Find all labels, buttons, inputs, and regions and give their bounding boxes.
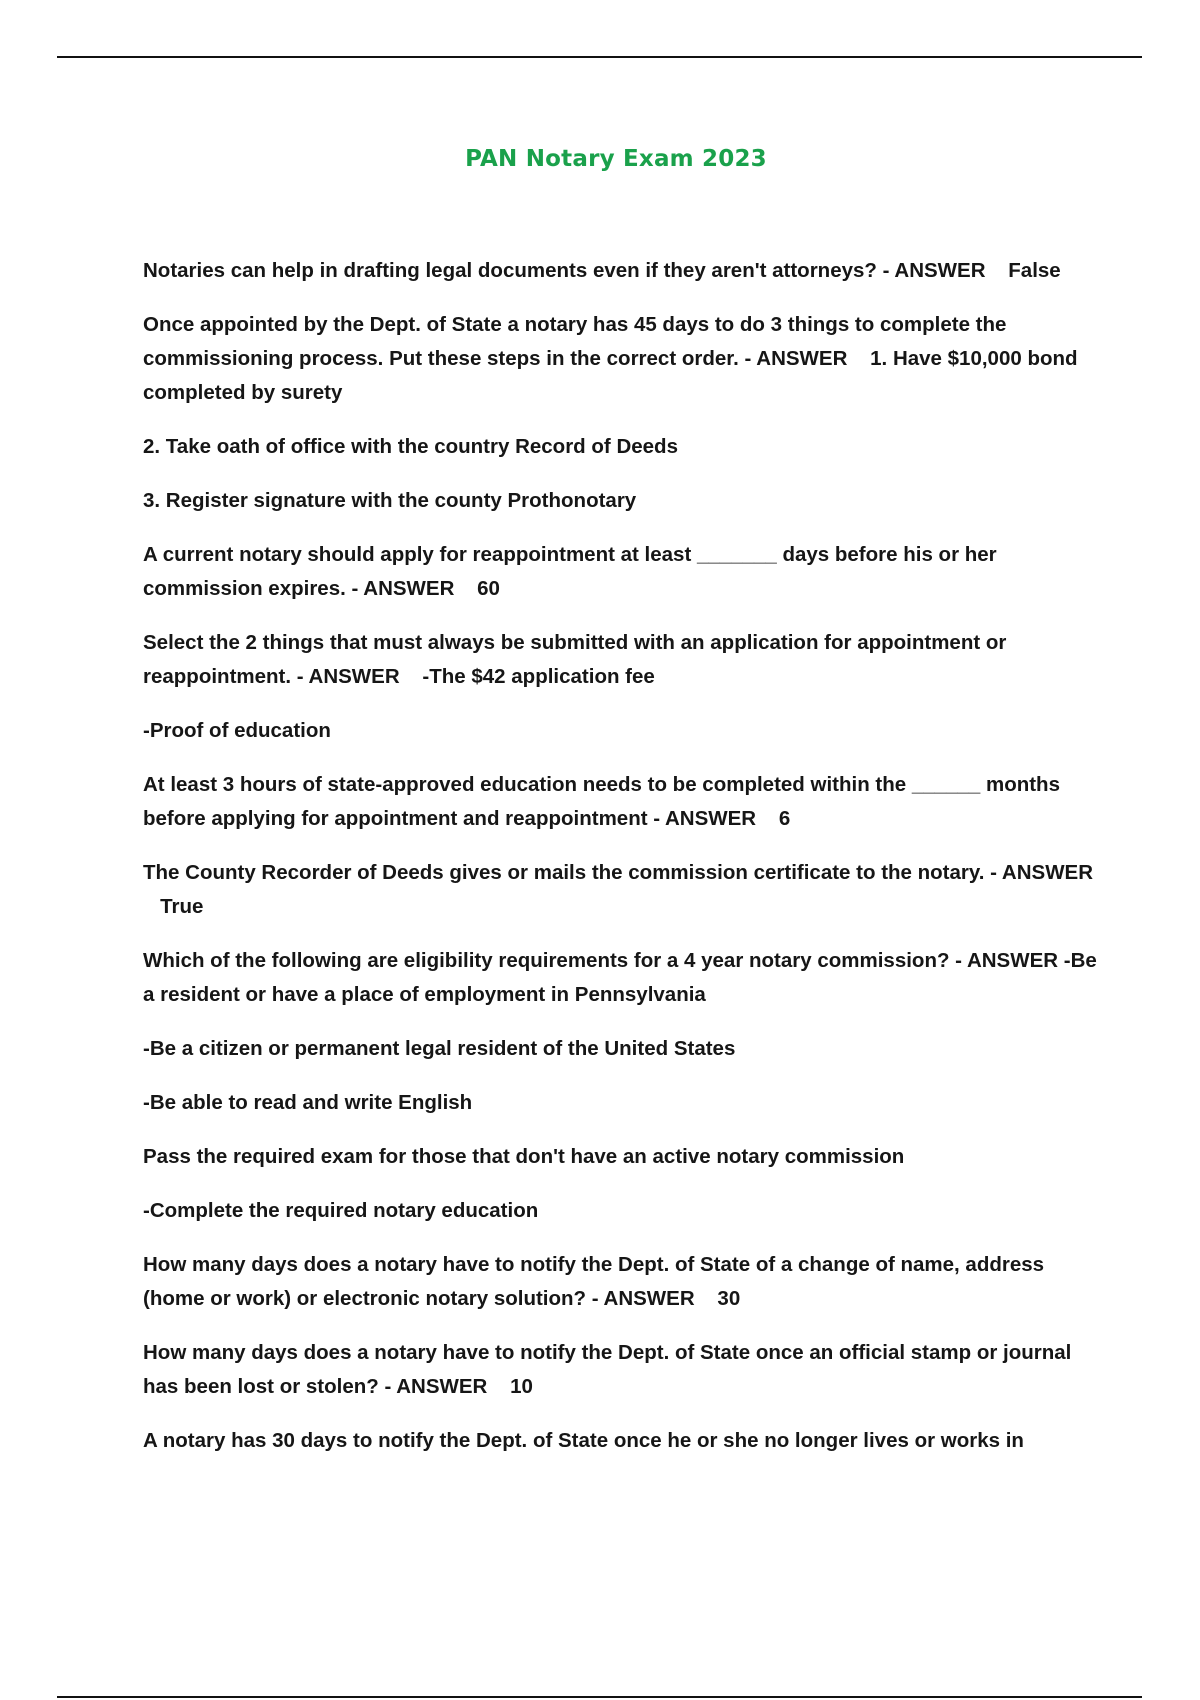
qa-paragraph: A notary has 30 days to notify the Dept. of State once he or she no longer lives or works in — [143, 1429, 1024, 1452]
qa-paragraph: Which of the following are eligibility requirements for a 4 year notary commission? - ANSWER -Be a resident or have a place of employment in Pennsylvania — [143, 949, 1097, 1006]
top-rule — [57, 56, 1142, 58]
qa-paragraph: -Complete the required notary education — [143, 1199, 539, 1222]
qa-paragraph: Select the 2 things that must always be submitted with an application for appointment or reappointment. - ANSWER -The $42 application fee — [143, 631, 1007, 688]
qa-paragraph: -Be able to read and write English — [143, 1091, 473, 1114]
qa-paragraph: A current notary should apply for reappointment at least _______ days before his or her commission expires. - ANSWER 60 — [143, 543, 997, 600]
qa-paragraph: How many days does a notary have to notify the Dept. of State of a change of name, address (home or work) or electronic notary solution? - ANSWER 30 — [143, 1253, 1045, 1310]
qa-paragraph: At least 3 hours of state-approved education needs to be completed within the ______ months before applying for appointment and reappointment - ANSWER 6 — [143, 773, 1060, 830]
qa-paragraph: How many days does a notary have to notify the Dept. of State once an official stamp or journal has been lost or stolen? - ANSWER 10 — [143, 1341, 1072, 1398]
qa-paragraph: 3. Register signature with the county Prothonotary — [143, 489, 637, 512]
qa-paragraph: -Be a citizen or permanent legal resident of the United States — [143, 1037, 736, 1060]
bottom-rule — [57, 1696, 1142, 1698]
document-body — [143, 254, 1103, 1478]
qa-paragraph: Once appointed by the Dept. of State a notary has 45 days to do 3 things to complete the commissioning process. Put these steps in the correct order. - ANSWER 1. Have $10,000 bond completed by surety — [143, 313, 1078, 404]
qa-paragraph: Notaries can help in drafting legal documents even if they aren't attorneys? - ANSWER False — [143, 259, 1061, 282]
document-title: PAN Notary Exam 2023 — [465, 146, 767, 172]
qa-paragraph: Pass the required exam for those that don't have an active notary commission — [143, 1145, 905, 1168]
qa-paragraph: -Proof of education — [143, 719, 331, 742]
qa-paragraph: 2. Take oath of office with the country Record of Deeds — [143, 435, 678, 458]
qa-paragraph: The County Recorder of Deeds gives or mails the commission certificate to the notary. - ANSWER True — [143, 861, 1094, 918]
